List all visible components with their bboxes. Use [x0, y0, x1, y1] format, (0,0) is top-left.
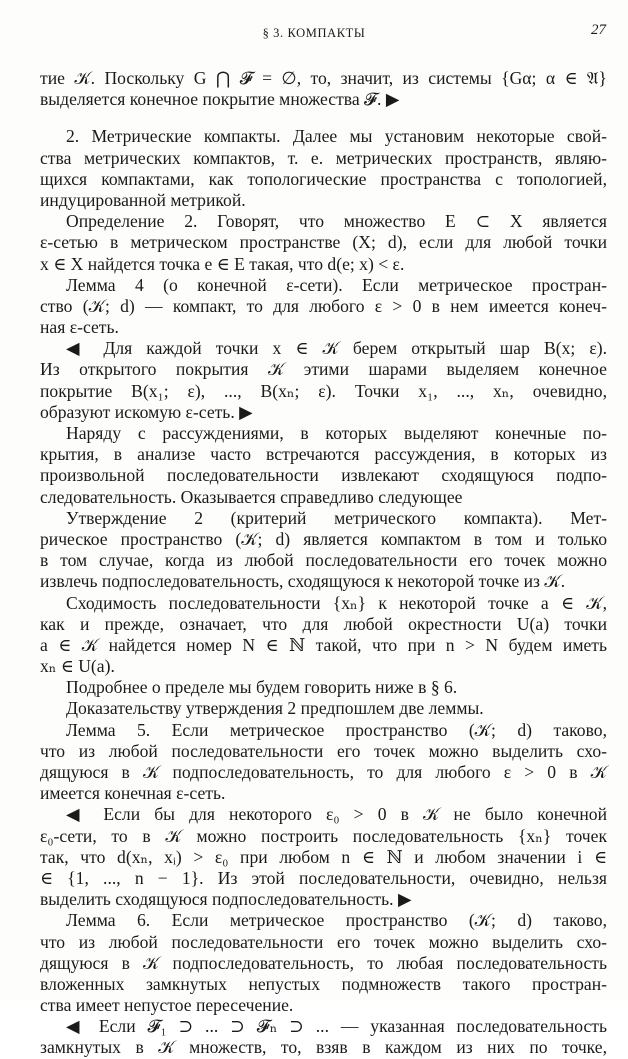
text-line: щихся компактами, как топологические пространства с топологией, [40, 168, 607, 189]
text-line: xₙ ∈ U(a). [40, 656, 115, 677]
text-line: Наряду с рассуждениями, в которых выделяют конечные по- [66, 423, 607, 443]
text-line: так, что d(xₙ, xᵢ) > ε₀ при любом n ∈ ℕ и любом значении i ∈ [40, 846, 607, 867]
running-head: § 3. КОМПАКТЫ [262, 26, 366, 40]
text-line: что из любой последовательности его точек можно выделить схо- [40, 931, 607, 952]
text-line: Сходимость последовательности {xₙ} к некоторой точке a ∈ 𝒦, [66, 592, 607, 613]
text-line: ства имеет непустое пересечение. [40, 995, 294, 1016]
text-line: Подробнее о пределе мы будем говорить ниже в § 6. [66, 677, 458, 698]
text-line: Определение 2. Говорят, что множество E ⊂ X является [66, 211, 607, 232]
text-line: Из открытого покрытия 𝒦 этими шарами выделяем конечное [40, 359, 607, 380]
text-line: дящуюся в 𝒦 подпоследовательность, то для любого ε > 0 в 𝒦 [40, 762, 607, 782]
text-line: тие 𝒦. Поскольку G ⋂ 𝓕 = ∅, то, значит, из системы {Gα; α ∈ 𝔄} [40, 68, 607, 88]
text-line: a ∈ 𝒦 найдется номер N ∈ ℕ такой, что при n > N будем иметь [40, 634, 607, 655]
text-line: ◀ Если бы для некоторого ε₀ > 0 в 𝒦 не было конечной [66, 804, 607, 825]
text-line: выделить сходящуюся подпоследовательность. ▶ [40, 889, 412, 910]
text-line: ства метрических компактов, т. е. метрических пространств, являю- [40, 147, 607, 168]
text-line: индуцированной метрикой. [40, 189, 246, 210]
text-line: дящуюся в 𝒦 подпоследовательность, то любая последовательность [40, 952, 607, 973]
text-line: крытия, в анализе часто встречаются рассуждения, в которых из [40, 444, 607, 465]
text-line: извлечь подпоследовательность, сходящуюся к некоторой точке из 𝒦. [40, 571, 566, 592]
text-line: вложенных замкнутых непустых подмножеств такого простран- [40, 973, 607, 994]
text-line: Утверждение 2 (критерий метрического компакта). Мет- [66, 507, 607, 528]
text-line: покрытие B(x₁; ε), ..., B(xₙ; ε). Точки x₁, ..., xₙ, очевидно, [40, 380, 607, 401]
text-line: ∈ {1, ..., n − 1}. Из этой последовательности, очевидно, нельзя [40, 867, 607, 888]
text-line: Доказательству утверждения 2 предпошлем две леммы. [66, 698, 484, 719]
text-line: как и прежде, означает, что для любой окрестности U(a) точки [40, 613, 607, 634]
page-number: 27 [591, 22, 606, 38]
text-line: замкнутых в 𝒦 множеств, то, взяв в каждом из них по точке, [40, 1037, 607, 1058]
text-line: ◀ Если 𝓕₁ ⊃ ... ⊃ 𝓕ₙ ⊃ ... — указанная последовательность [66, 1016, 607, 1037]
text-line: 2. Метрические компакты. Далее мы установим некоторые свой- [66, 126, 607, 147]
page-body [40, 68, 607, 1059]
text-line: Лемма 5. Если метрическое пространство (𝒦; d) таково, [66, 719, 607, 740]
text-line: в том случае, когда из любой последовательности его точек можно [40, 550, 607, 571]
text-line: имеется конечная ε-сеть. [40, 783, 226, 804]
text-line: Лемма 6. Если метрическое пространство (𝒦; d) таково, [66, 910, 607, 931]
text-line: образуют искомую ε-сеть. ▶ [40, 401, 253, 422]
text-line: произвольной последовательности извлекают сходящуюся подпо- [40, 465, 607, 486]
text-line: ная ε-сеть. [40, 317, 119, 338]
text-line: Лемма 4 (о конечной ε-сети). Если метрическое простран- [66, 274, 607, 295]
text-line: x ∈ X найдется точка e ∈ E такая, что d(e; x) < ε. [40, 253, 405, 274]
section-gap [40, 110, 607, 126]
page-header [0, 22, 628, 48]
text-line: рическое пространство (𝒦; d) является компактом в том и только [40, 528, 607, 549]
text-line: что из любой последовательности его точек можно выделить схо- [40, 740, 607, 761]
text-line: ε₀-сети, то в 𝒦 можно построить последовательность {xₙ} точек [40, 825, 607, 846]
text-line: ◀ Для каждой точки x ∈ 𝒦 берем открытый шар B(x; ε). [66, 338, 607, 359]
text-line: выделяется конечное покрытие множества 𝓕. ▶ [40, 89, 400, 110]
text-line: ε-сетью в метрическом пространстве (X; d), если для любой точки [40, 232, 607, 253]
text-line: ство (𝒦; d) — компакт, то для любого ε > 0 в нем имеется конеч- [40, 295, 607, 316]
text-line: следовательность. Оказывается справедливо следующее [40, 486, 463, 507]
